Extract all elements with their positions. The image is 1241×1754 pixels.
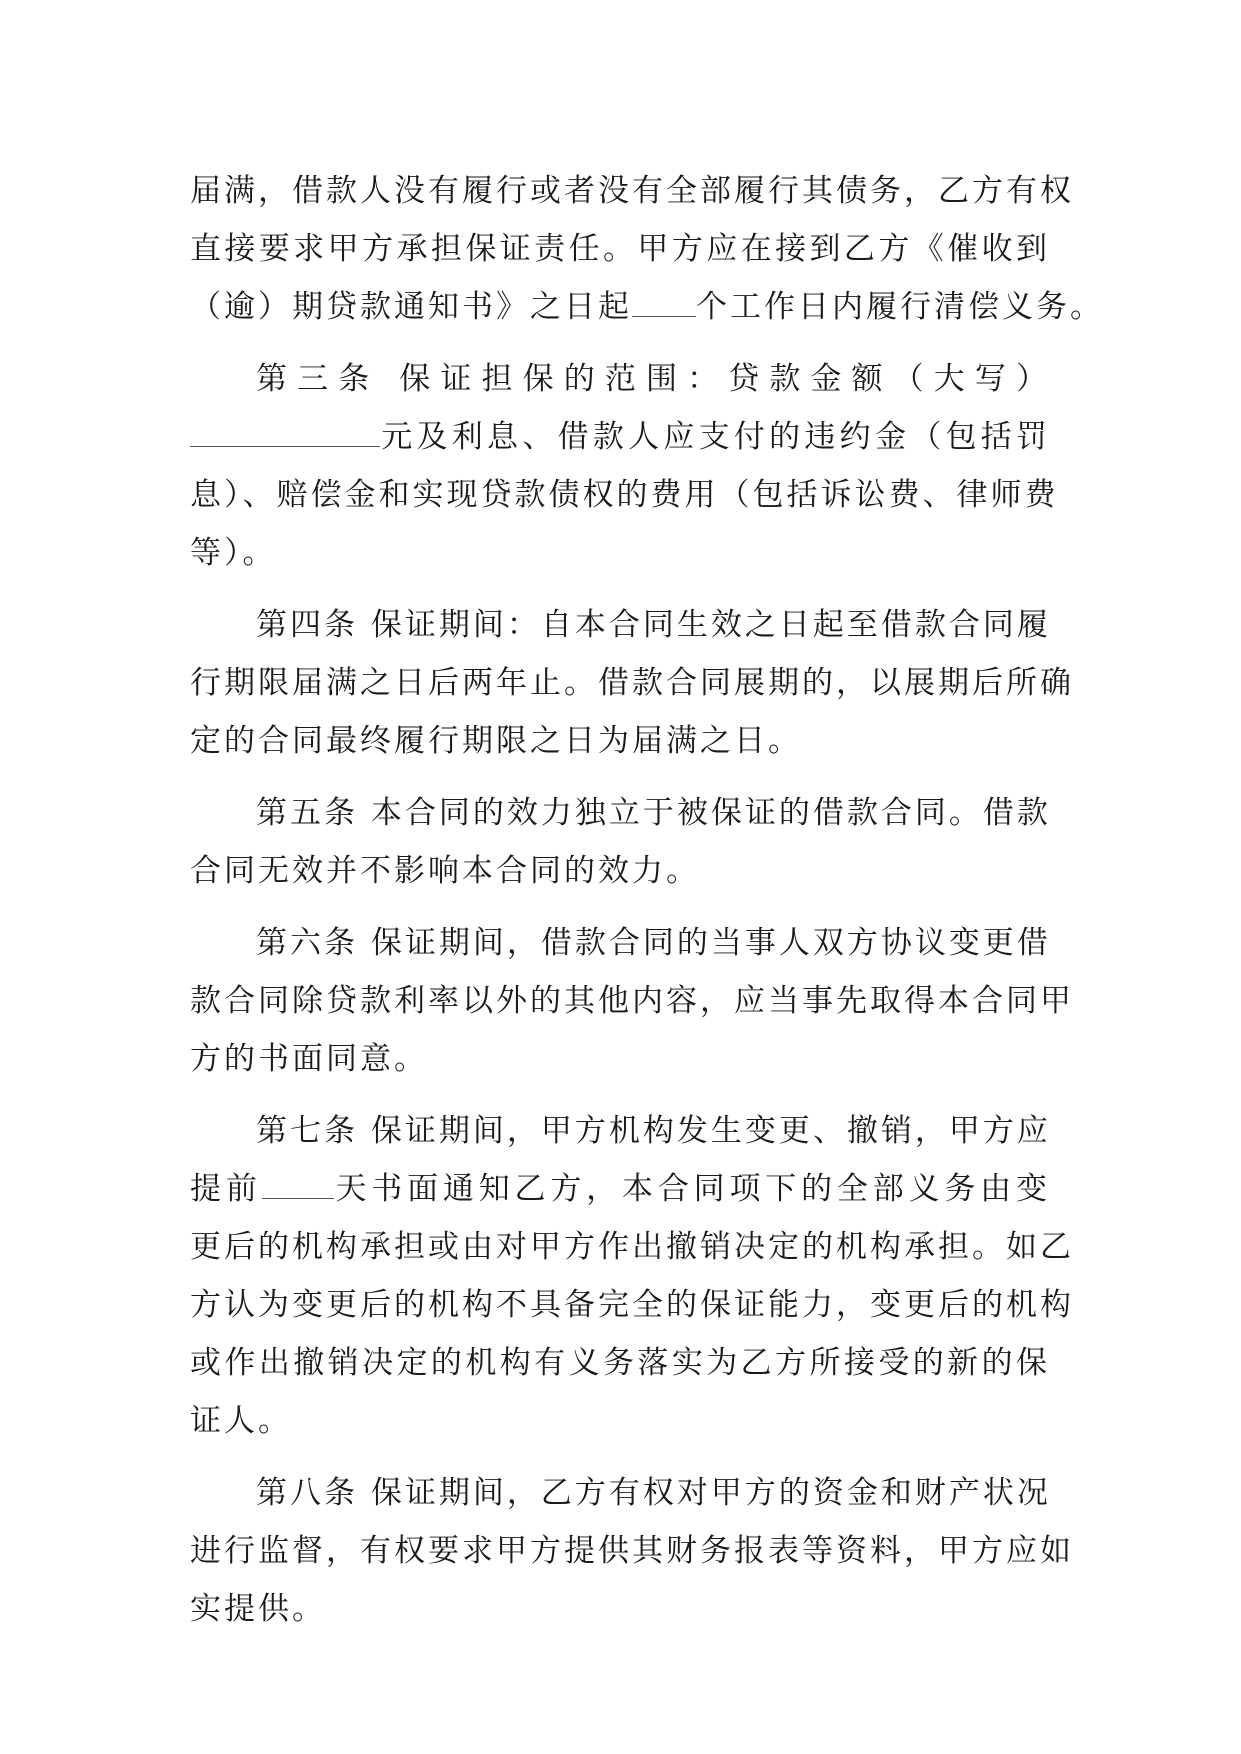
clause7-line-5: 或作出撤销决定的机构有义务落实为乙方所接受的新的保	[190, 1345, 1050, 1381]
clause7-line-4: 方认为变更后的机构不具备完全的保证能力，变更后的机构	[190, 1287, 1074, 1323]
clause2-line-3	[190, 278, 1104, 336]
clause7-line-2-start: 提前	[190, 1171, 262, 1207]
contract-body	[190, 162, 1104, 1638]
clause4-line-2: 行期限届满之日后两年止。借款合同展期的，以展期后所确	[190, 665, 1074, 701]
clause7-line-3: 更后的机构承担或由对甲方作出撤销决定的机构承担。如乙	[190, 1229, 1074, 1265]
clause3-line-1: 第三条 保证担保的范围：贷款金额（大写）	[256, 361, 1050, 397]
clause7-line-6: 证人。	[190, 1403, 292, 1439]
clause3-line-2	[190, 408, 1050, 466]
clause2-line-3-start: （逾）期贷款通知书》之日起	[190, 289, 632, 325]
clause8-line-1: 第八条 保证期间，乙方有权对甲方的资金和财产状况	[256, 1475, 1051, 1511]
clause6-line-1: 第六条 保证期间，借款合同的当事人双方协议变更借	[256, 925, 1051, 961]
clause3-line-2-text: 元及利息、借款人应支付的违约金（包括罚	[380, 419, 1050, 455]
clause5-line-2: 合同无效并不影响本合同的效力。	[190, 853, 700, 889]
notice-days-blank[interactable]	[262, 1170, 334, 1199]
loan-amount-blank[interactable]	[190, 418, 380, 447]
clause6-line-3: 方的书面同意。	[190, 1041, 428, 1077]
clause4-line-1: 第四条 保证期间：自本合同生效之日起至借款合同履	[256, 607, 1051, 643]
clause7-line-2	[190, 1160, 1050, 1218]
clause3-line-4: 等）。	[190, 535, 277, 571]
clause8-line-3: 实提供。	[190, 1591, 326, 1627]
clause3-line-3: 息）、赔偿金和实现贷款债权的费用（包括诉讼费、律师费	[190, 477, 1059, 513]
clause2-line-3-end: 个工作日内履行清偿义务。	[696, 289, 1104, 325]
workdays-blank[interactable]	[632, 288, 696, 317]
clause4-line-3: 定的合同最终履行期限之日为届满之日。	[190, 723, 802, 759]
clause7-line-2-end: 天书面通知乙方，本合同项下的全部义务由变	[333, 1171, 1051, 1207]
clause6-line-2: 款合同除贷款利率以外的其他内容，应当事先取得本合同甲	[190, 983, 1074, 1019]
clause7-line-1: 第七条 保证期间，甲方机构发生变更、撤销，甲方应	[256, 1113, 1051, 1149]
clause2-line-1: 届满，借款人没有履行或者没有全部履行其债务，乙方有权	[190, 173, 1074, 209]
clause5-line-1: 第五条 本合同的效力独立于被保证的借款合同。借款	[256, 795, 1051, 831]
clause2-line-2: 直接要求甲方承担保证责任。甲方应在接到乙方《催收到	[190, 231, 1050, 267]
clause8-line-2: 进行监督，有权要求甲方提供其财务报表等资料，甲方应如	[190, 1533, 1074, 1569]
